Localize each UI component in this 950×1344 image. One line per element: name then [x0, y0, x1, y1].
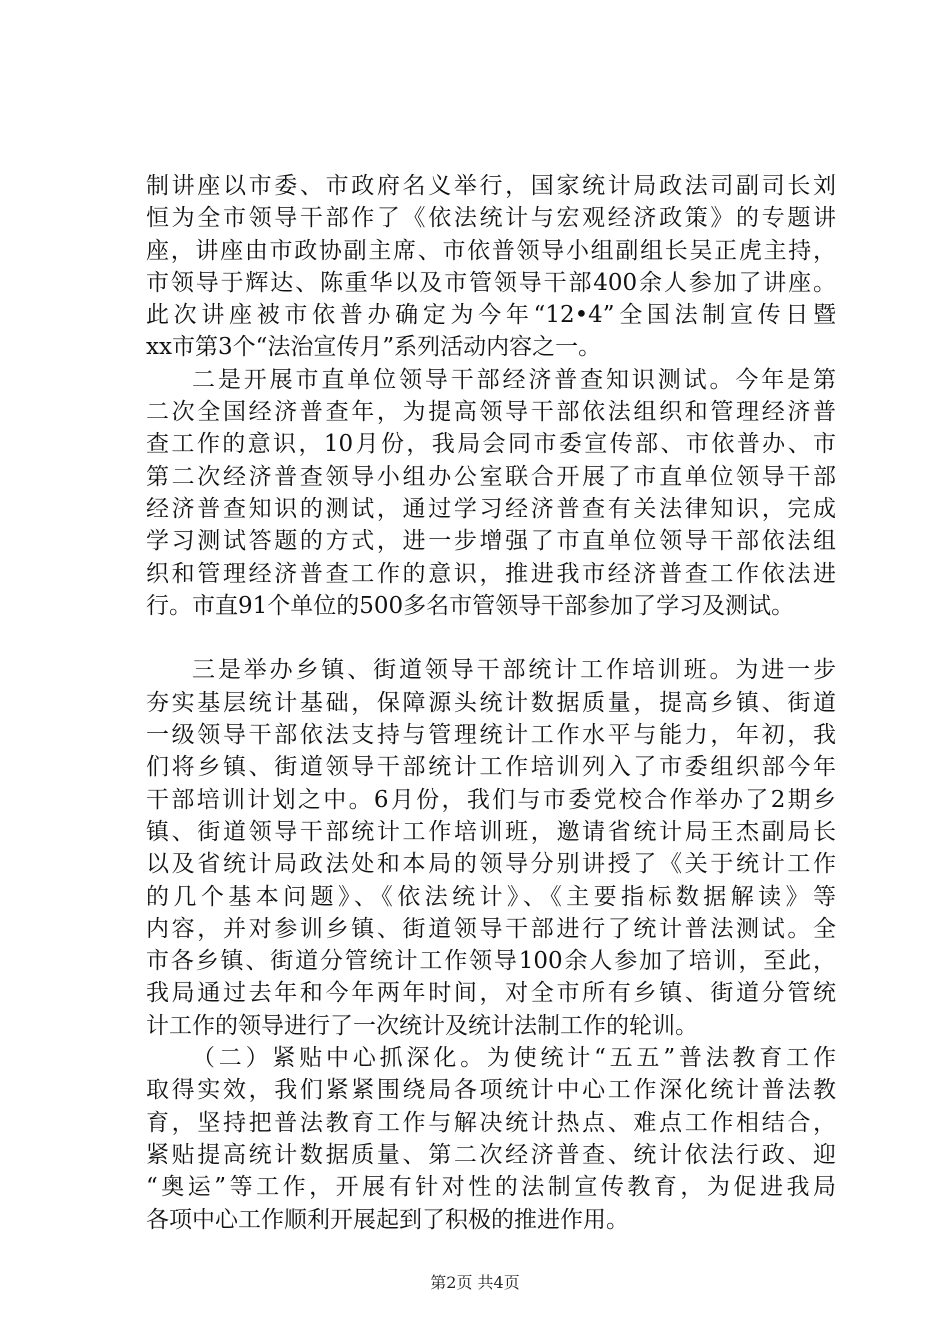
text-line: 取得实效，我们紧紧围绕局各项统计中心工作深化统计普法教 — [146, 1077, 836, 1104]
paragraph-focus-center — [146, 1042, 836, 1236]
text-line: 一级领导干部依法支持与管理统计工作水平与能力，年初，我 — [146, 722, 836, 749]
text-line: 紧贴提高统计数据质量、第二次经济普查、统计依法行政、迎 — [146, 1141, 836, 1168]
paragraph-economic-census-test — [146, 364, 836, 622]
text-line: 以及省统计局政法处和本局的领导分别讲授了《关于统计工作 — [146, 851, 836, 878]
document-body — [146, 170, 836, 1236]
paragraph-training-class — [146, 654, 836, 1042]
paragraph-lecture — [146, 170, 836, 364]
text-line: 各项中心工作顺利开展起到了积极的推进作用。 — [146, 1206, 629, 1233]
text-line: 二次全国经济普查年，为提高领导干部依法组织和管理经济普 — [146, 399, 836, 426]
text-line: 座，讲座由市政协副主席、市依普领导小组副组长吴正虎主持， — [146, 237, 836, 264]
text-line: 恒为全市领导干部作了《依法统计与宏观经济政策》的专题讲 — [146, 205, 836, 232]
text-line: 经济普查知识的测试，通过学习经济普查有关法律知识，完成 — [146, 495, 836, 522]
text-line: 学习测试答题的方式，进一步增强了市直单位领导干部依法组 — [146, 528, 836, 555]
text-line: 织和管理经济普查工作的意识，推进我市经济普查工作依法进 — [146, 560, 836, 587]
text-line: 我局通过去年和今年两年时间，对全市所有乡镇、街道分管统 — [146, 980, 836, 1007]
text-line: 夯实基层统计基础，保障源头统计数据质量，提高乡镇、街道 — [146, 689, 836, 716]
text-line: 此次讲座被市依普办确定为今年“12•4”全国法制宣传日暨 — [146, 302, 836, 329]
text-line: （二）紧贴中心抓深化。为使统计“五五”普法教育工作 — [192, 1045, 836, 1072]
paragraph-spacer — [146, 622, 836, 654]
text-line: 市领导于辉达、陈重华以及市管领导干部400余人参加了讲座。 — [146, 269, 836, 296]
text-line: 干部培训计划之中。6月份，我们与市委党校合作举办了2期乡 — [146, 786, 836, 813]
text-line: “奥运”等工作，开展有针对性的法制宣传教育，为促进我局 — [146, 1174, 836, 1201]
page-footer: 第2页 共4页 — [430, 1273, 520, 1292]
text-line: 的几个基本问题》、《依法统计》、《主要指标数据解读》等 — [146, 883, 836, 910]
text-line: 们将乡镇、街道领导干部统计工作培训列入了市委组织部今年 — [146, 754, 836, 781]
text-line: 内容，并对参训乡镇、街道领导干部进行了统计普法测试。全 — [146, 915, 836, 942]
text-line: 三是举办乡镇、街道领导干部统计工作培训班。为进一步 — [192, 657, 836, 684]
text-line: 第二次经济普查领导小组办公室联合开展了市直单位领导干部 — [146, 463, 836, 490]
text-line: 二是开展市直单位领导干部经济普查知识测试。今年是第 — [192, 366, 836, 393]
text-line: 镇、街道领导干部统计工作培训班，邀请省统计局王杰副局长 — [146, 818, 836, 845]
text-line: 市各乡镇、街道分管统计工作领导100余人参加了培训，至此， — [146, 948, 836, 975]
text-line: 行。市直91个单位的500多名市管领导干部参加了学习及测试。 — [146, 592, 795, 619]
text-line: 育，坚持把普法教育工作与解决统计热点、难点工作相结合， — [146, 1109, 836, 1136]
text-line: 计工作的领导进行了一次统计及统计法制工作的轮训。 — [146, 1012, 698, 1039]
text-line: xx市第3个“法治宣传月”系列活动内容之一。 — [146, 334, 602, 361]
text-line: 查工作的意识，10月份，我局会同市委宣传部、市依普办、市 — [146, 431, 836, 458]
text-line: 制讲座以市委、市政府名义举行，国家统计局政法司副司长刘 — [146, 173, 836, 199]
